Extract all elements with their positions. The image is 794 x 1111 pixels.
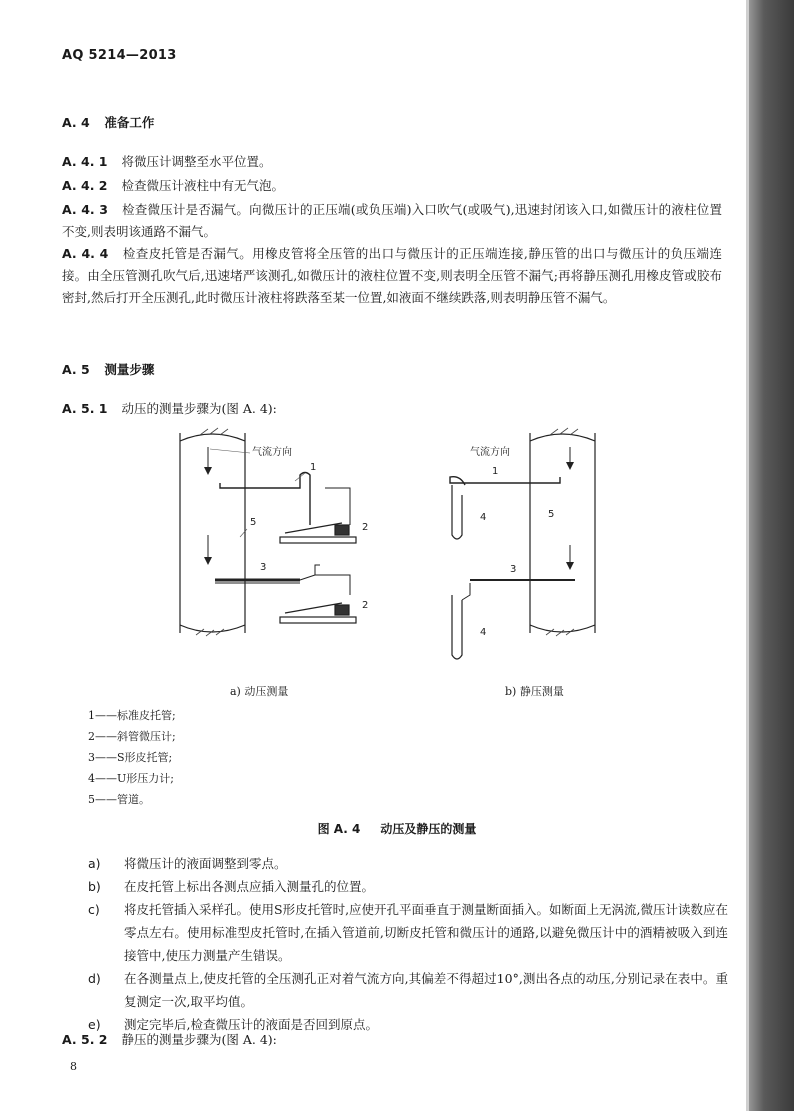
figure-caption-a: a) 动压测量 xyxy=(230,685,289,698)
standard-header: AQ 5214—2013 xyxy=(62,48,177,63)
label-3-a: 3 xyxy=(260,562,267,573)
section-a5-heading xyxy=(62,360,154,378)
clause-id: A. 5. 2 xyxy=(62,1032,108,1047)
list-marker: d) xyxy=(88,971,101,986)
u-tubing-b2 xyxy=(462,583,470,600)
list-text: 在各测量点上,使皮托管的全压测孔正对着气流方向,其偏差不得超过10°,测出各点的动压,分别记录在表中。重复测定一次,取平均值。 xyxy=(124,971,728,1009)
clause-text: 将微压计调整至水平位置。 xyxy=(121,154,272,169)
clause-text: 检查微压计液柱中有无气泡。 xyxy=(121,178,285,193)
legend-item: 5——管道。 xyxy=(88,793,150,806)
clause-a41 xyxy=(62,151,722,173)
list-text: 将微压计的液面调整到零点。 xyxy=(124,856,287,871)
list-text: 将皮托管插入采样孔。使用S形皮托管时,应使开孔平面垂直于测量断面插入。如断面上无涡流,微压计读数应在零点左右。使用标准型皮托管时,在插入管道前,切断皮托管和微压计的通路,以避免微压计中的酒精被吸入到连接管中,使压力测量产生错误。 xyxy=(124,902,729,963)
section-title: 测量步骤 xyxy=(104,362,155,377)
clause-text: 检查皮托管是否漏气。用橡皮管将全压管的出口与微压计的正压端连接,静压管的出口与微压计的负压端连接。由全压管测孔吹气后,迅速堵严该测孔,如微压计的液柱位置不变,则表明全压管不漏气;再将静压测孔用橡皮管或胶布密封,然后打开全压测孔,此时微压计液柱将跌落至某一位置,如液面不继续跌落,则表明静压管不漏气。 xyxy=(62,246,722,305)
step-list xyxy=(88,852,728,1036)
clause-id: A. 4. 3 xyxy=(62,202,108,217)
duct-a xyxy=(180,433,245,633)
label-5-a-leader xyxy=(240,529,247,537)
label-3-b: 3 xyxy=(510,564,517,575)
duct-b-hatch xyxy=(546,428,578,636)
clause-a44 xyxy=(62,243,722,309)
label-4-b1: 4 xyxy=(480,512,487,523)
label-2-a2: 2 xyxy=(362,600,369,611)
legend-item: 1——标准皮托管; xyxy=(88,709,176,722)
s-pitot-tubing xyxy=(300,565,320,580)
list-marker: a) xyxy=(88,856,101,871)
list-text: 测定完毕后,检查微压计的液面是否回到原点。 xyxy=(124,1017,378,1032)
legend-item: 4——U形压力计; xyxy=(88,772,174,785)
figure-caption-b: b) 静压测量 xyxy=(505,685,564,698)
legend-item: 2——斜管微压计; xyxy=(88,730,176,743)
pitot-tubing-a xyxy=(325,488,350,525)
figure-legend xyxy=(88,705,176,810)
label-4-b2: 4 xyxy=(480,627,487,638)
flow-label-b: 气流方向 xyxy=(470,447,510,458)
clause-a43 xyxy=(62,199,722,243)
flow-label-a-leader xyxy=(210,449,250,453)
clause-id: A. 5. 1 xyxy=(62,401,108,416)
clause-id: A. 4. 4 xyxy=(62,246,109,261)
clause-a51 xyxy=(62,398,722,420)
label-5-a: 5 xyxy=(250,517,257,528)
list-item xyxy=(88,875,728,898)
list-item xyxy=(88,852,728,875)
figure-number: 图 A. 4 xyxy=(317,822,361,836)
u-manometer-b1 xyxy=(452,485,462,539)
figure-title xyxy=(0,820,794,837)
list-text: 在皮托管上标出各测点应插入测量孔的位置。 xyxy=(124,879,375,894)
standard-pitot-b xyxy=(450,477,560,485)
label-1-b: 1 xyxy=(492,466,499,477)
inclined-manometer-a2 xyxy=(280,603,356,623)
standard-pitot-a xyxy=(220,473,310,526)
label-1-a: 1 xyxy=(310,462,317,473)
clause-id: A. 4. 2 xyxy=(62,178,108,193)
section-number: A. 5 xyxy=(62,362,90,377)
clause-id: A. 4. 1 xyxy=(62,154,108,169)
section-title: 准备工作 xyxy=(104,115,155,130)
clause-a52 xyxy=(62,1030,277,1048)
scan-edge-line xyxy=(746,0,749,1111)
pitot-tubing-a2 xyxy=(315,575,350,595)
u-manometer-b2 xyxy=(452,595,462,659)
label-5-b: 5 xyxy=(548,509,555,520)
scan-edge xyxy=(748,0,794,1111)
section-number: A. 4 xyxy=(62,115,90,130)
duct-a-hatch xyxy=(196,428,228,636)
legend-item: 3——S形皮托管; xyxy=(88,751,173,764)
duct-b xyxy=(530,433,595,633)
clause-a42 xyxy=(62,175,722,197)
label-2-a1: 2 xyxy=(362,522,369,533)
figure-title-text: 动压及静压的测量 xyxy=(380,822,477,836)
pitot-measurement-figure xyxy=(170,425,630,710)
flow-arrow-a-top-head xyxy=(204,467,212,475)
flow-arrow-b-top-head xyxy=(566,462,574,470)
section-a4-heading xyxy=(62,113,154,131)
clause-text: 动压的测量步骤为(图 A. 4): xyxy=(121,401,277,416)
page-number: 8 xyxy=(70,1060,77,1073)
list-item xyxy=(88,898,728,967)
inclined-manometer-a1 xyxy=(280,523,356,543)
clause-text: 静压的测量步骤为(图 A. 4): xyxy=(121,1032,277,1047)
flow-label-a: 气流方向 xyxy=(252,447,292,458)
list-marker: c) xyxy=(88,902,100,917)
list-marker: e) xyxy=(88,1017,101,1032)
list-marker: b) xyxy=(88,879,101,894)
clause-text: 检查微压计是否漏气。向微压计的正压端(或负压端)入口吹气(或吸气),迅速封闭该入口,如微压计的液柱位置不变,则表明该通路不漏气。 xyxy=(62,202,722,239)
flow-arrow-b-mid-head xyxy=(566,562,574,570)
flow-arrow-a-mid-head xyxy=(204,557,212,565)
list-item xyxy=(88,967,728,1013)
